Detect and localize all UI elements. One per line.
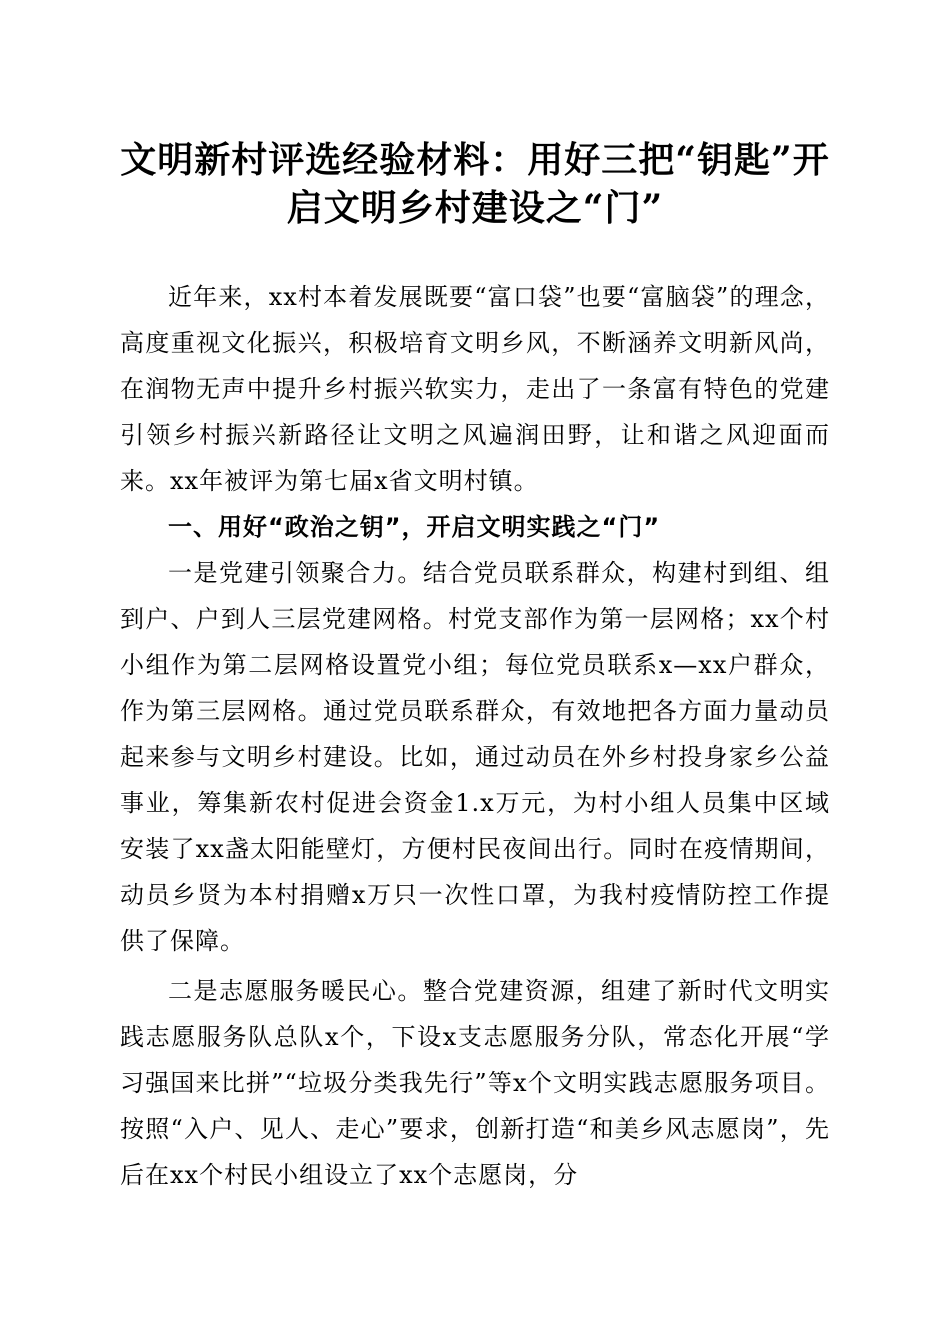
intro-paragraph: 近年来，xx村本着发展既要“富口袋”也要“富脑袋”的理念，高度重视文化振兴，积极培育文明乡风，不断涵养文明新风尚，在润物无声中提升乡村振兴软实力，走出了一条富有特色的党建引领乡村振兴新路径让文明之风遍润田野，让和谐之风迎面而来。xx年被评为第七届x省文明村镇。 [120,283,830,495]
section-1-heading: 一、用好“政治之钥”，开启文明实践之“门” [168,513,661,541]
item-1-lead: 一是党建引领聚合力。 [168,559,423,587]
item-2-paragraph [120,968,830,1198]
title-line-2: 启文明乡村建设之“门” [286,187,664,229]
item-1-paragraph [120,550,830,964]
item-2-body: 整合党建资源，组建了新时代文明实践志愿服务队总队x个，下设x支志愿服务分队，常态化开展“学习强国来比拼”“垃圾分类我先行”等x个文明实践志愿服务项目。按照“入户、见人、走心”要求，创新打造“和美乡风志愿岗”，先后在xx个村民小组设立了xx个志愿岗，分 [120,977,831,1189]
item-1-body: 结合党员联系群众，构建村到组、组到户、户到人三层党建网格。村党支部作为第一层网格；xx个村小组作为第二层网格设置党小组；每位党员联系x—xx户群众，作为第三层网格。通过党员联系群众，有效地把各方面力量动员起来参与文明乡村建设。比如，通过动员在外乡村投身家乡公益事业，筹集新农村促进会资金1.x万元，为村小组人员集中区域安装了xx盏太阳能壁灯，方便村民夜间出行。同时在疫情期间，动员乡贤为本村捐赠x万只一次性口罩，为我村疫情防控工作提供了保障。 [120,559,831,955]
item-2-lead: 二是志愿服务暖民心。 [168,977,423,1005]
document-body [120,274,830,1198]
document-title [120,136,830,232]
title-line-1: 文明新村评选经验材料：用好三把“钥匙”开 [120,139,830,181]
